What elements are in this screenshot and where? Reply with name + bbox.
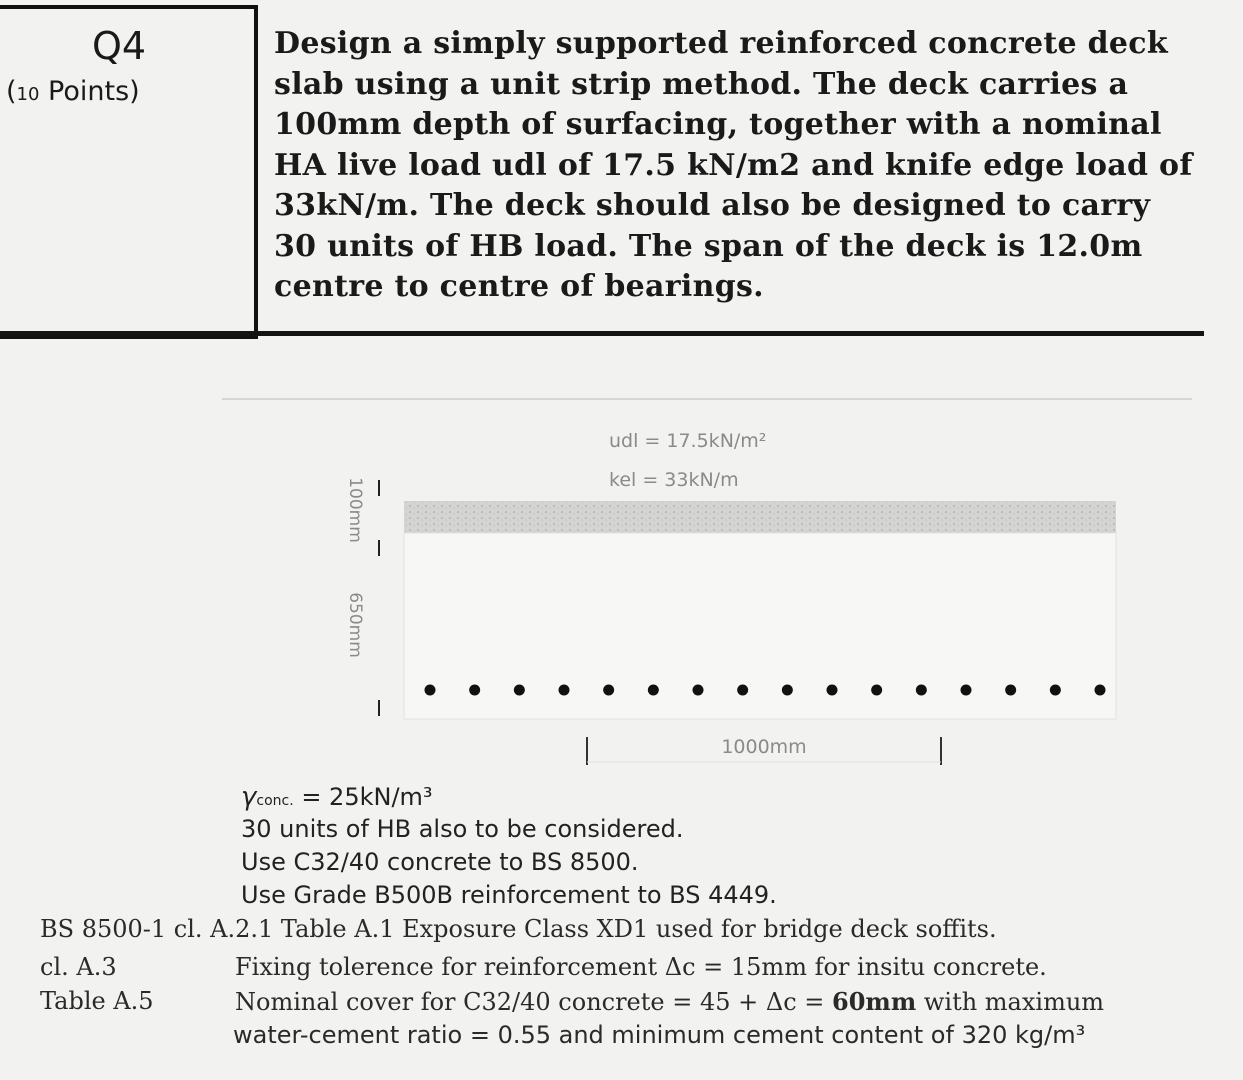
reference-clause: cl. A.3 [40, 953, 117, 981]
gamma-subscript: conc. [256, 793, 294, 809]
question-line: centre to centre of bearings. [274, 269, 764, 304]
reference-text [235, 987, 1104, 1016]
note-line: Use C32/40 concrete to BS 8500. [241, 848, 639, 876]
question-line: 100mm depth of surfacing, together with a nominal [274, 107, 1162, 142]
reinforcement-bar [559, 685, 570, 696]
reference-text: water-cement ratio = 0.55 and minimum cement content of 320 kg/m³ [233, 1021, 1086, 1049]
reinforcement-bar [1095, 685, 1106, 696]
reinforcement-bar [916, 685, 927, 696]
reinforcement-bar [961, 685, 972, 696]
reference-line: BS 8500-1 cl. A.2.1 Table A.1 Exposure Class XD1 used for bridge deck soffits. [40, 915, 997, 943]
reinforcement-bar [737, 685, 748, 696]
reinforcement-bar [648, 685, 659, 696]
reference-text: Fixing tolerence for reinforcement Δc = 15mm for insitu concrete. [235, 953, 1047, 981]
points-value: 10 [16, 84, 40, 105]
width-dimension-label: 1000mm [721, 736, 807, 758]
question-line: slab using a unit strip method. The deck carries a [274, 66, 1129, 102]
gamma-value: = 25kN/m³ [293, 783, 433, 811]
reinforcement-bar [1005, 685, 1016, 696]
reinforcement-bar [469, 685, 480, 696]
cover-text: Nominal cover for C32/40 concrete = 45 + Δc = [235, 988, 833, 1016]
reinforcement-bar [603, 685, 614, 696]
reinforcement-bar [514, 685, 525, 696]
cover-text-end: with maximum [916, 988, 1105, 1016]
question-number: Q4 [92, 24, 147, 68]
question-line: HA live load udl of 17.5 kN/m2 and knife edge load of [274, 147, 1193, 183]
reinforcement-bar [782, 685, 793, 696]
reference-table: Table A.5 [40, 987, 154, 1015]
reinforcement-bar [1050, 685, 1061, 696]
cover-value: 60mm [832, 987, 917, 1016]
gamma-symbol: γ [241, 782, 257, 812]
reinforcement-bar [827, 685, 838, 696]
reinforcement-bar [425, 685, 436, 696]
question-line: Design a simply supported reinforced concrete deck [274, 26, 1168, 61]
note-line: Use Grade B500B reinforcement to BS 4449. [241, 881, 777, 909]
note-line: 30 units of HB also to be considered. [241, 815, 684, 843]
surfacing-layer [404, 501, 1116, 533]
question-points: (10 Points) [6, 76, 140, 107]
reinforcement-bar [693, 685, 704, 696]
reinforcement-bar [871, 685, 882, 696]
surfacing-dimension-label: 100mm [345, 477, 365, 543]
question-line: 33kN/m. The deck should also be designed to carry [274, 188, 1151, 223]
udl-label: udl = 17.5kN/m² [609, 430, 767, 452]
slab-dimension-label: 650mm [345, 592, 365, 658]
concrete-density [241, 782, 433, 812]
kel-label: kel = 33kN/m [609, 469, 739, 491]
question-line: 30 units of HB load. The span of the deck is 12.0m [274, 228, 1143, 264]
points-label: Points) [48, 76, 140, 107]
